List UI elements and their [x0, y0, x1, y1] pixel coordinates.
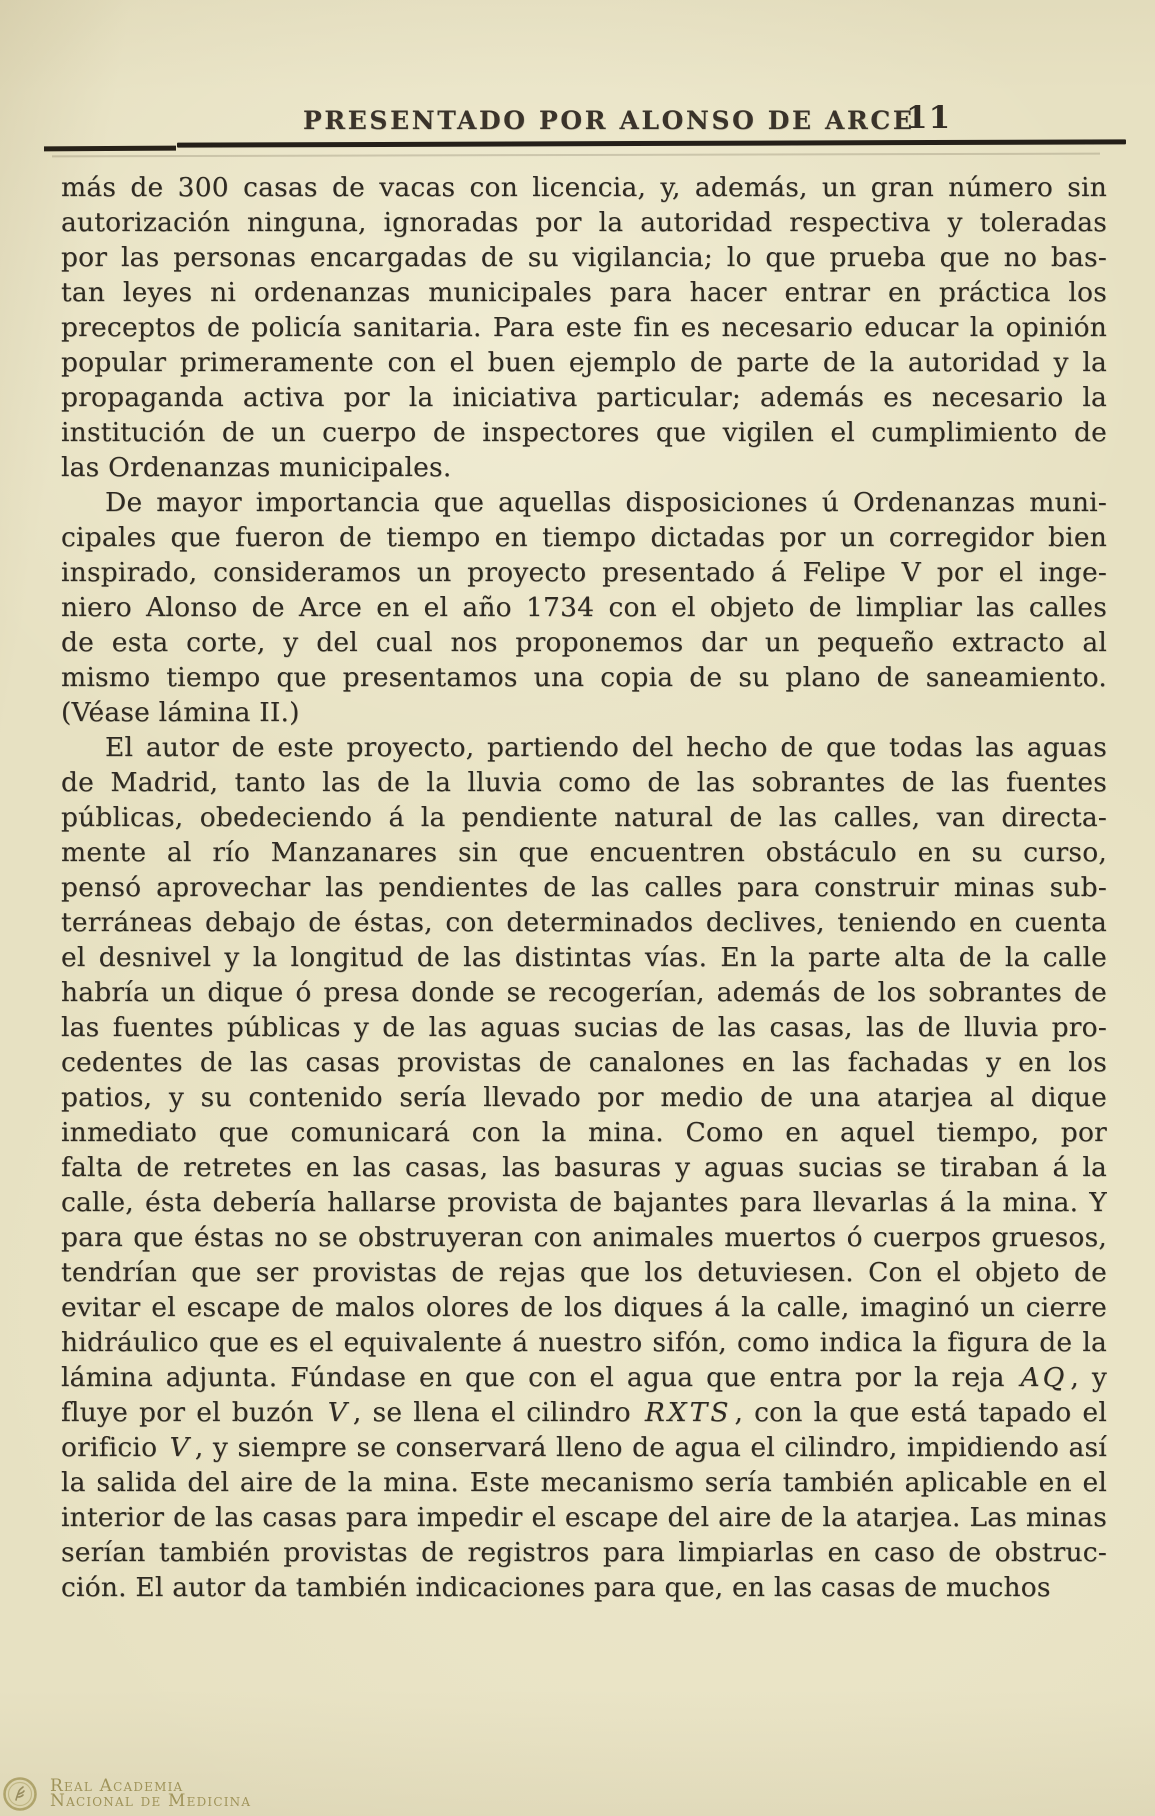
text-line: de esta corte, y del cual nos proponemos dar un pequeño extracto al: [61, 627, 1107, 658]
text-line: orificio V , y siempre se conservará lleno de agua el cilindro, impidiendo así: [61, 1432, 1107, 1463]
header-rule: [177, 139, 1126, 147]
text-line: calle, ésta debería hallarse provista de bajantes para llevarlas á la mina. Y: [61, 1187, 1107, 1218]
page-number: 11: [906, 100, 952, 136]
text-line: para que éstas no se obstruyeran con animales muertos ó cuerpos gruesos,: [61, 1222, 1107, 1253]
text-block: [61, 170, 1107, 1605]
header-rule-left-segment: [44, 146, 176, 152]
text-line: falta de retretes en las casas, las basuras y aguas sucias se tiraban á la: [61, 1152, 1107, 1183]
text-line: propaganda activa por la iniciativa particular; además es necesario la: [61, 382, 1107, 413]
text-line: la salida del aire de la mina. Este mecanismo sería también aplicable en el: [61, 1467, 1107, 1498]
text-line: terráneas debajo de éstas, con determinados declives, teniendo en cuenta: [61, 907, 1107, 938]
text-line: popular primeramente con el buen ejemplo de parte de la autoridad y la: [61, 347, 1107, 378]
text-line: preceptos de policía sanitaria. Para este fin es necesario educar la opinión: [61, 312, 1107, 343]
text-line: interior de las casas para impedir el escape del aire de la atarjea. Las minas: [61, 1502, 1107, 1533]
text-line: patios, y su contenido sería llevado por medio de una atarjea al dique: [61, 1082, 1107, 1113]
text-line: habría un dique ó presa donde se recogerían, además de los sobrantes de: [61, 977, 1107, 1008]
text-line: de Madrid, tanto las de la lluvia como de las sobrantes de las fuentes: [61, 767, 1107, 798]
text-line: públicas, obedeciendo á la pendiente natural de las calles, van directa-: [61, 802, 1107, 833]
library-watermark: [0, 1770, 251, 1816]
text-line: inmediato que comunicará con la mina. Como en aquel tiempo, por: [61, 1117, 1107, 1148]
text-line: mente al río Manzanares sin que encuentren obstáculo en su curso,: [61, 837, 1107, 868]
text-line: De mayor importancia que aquellas disposiciones ú Ordenanzas muni-: [105, 487, 1107, 518]
watermark-line2: Nacional de Medicina: [50, 1791, 252, 1811]
text-line: más de 300 casas de vacas con licencia, y, además, un gran número sin: [61, 172, 1107, 203]
text-line: niero Alonso de Arce en el año 1734 con el objeto de limpliar las calles: [61, 592, 1107, 623]
text-line: autorización ninguna, ignoradas por la autoridad respectiva y toleradas: [61, 207, 1107, 238]
text-line: ción. El autor da también indicaciones para que, en las casas de muchos: [61, 1572, 1051, 1603]
library-seal-icon: [1, 1770, 43, 1816]
text-line: cedentes de las casas provistas de canalones en las fachadas y en los: [61, 1047, 1107, 1078]
running-header: PRESENTADO POR ALONSO DE ARCE: [303, 106, 915, 135]
text-line: las fuentes públicas y de las aguas sucias de las casas, las de lluvia pro-: [61, 1012, 1107, 1043]
text-line: el desnivel y la longitud de las distintas vías. En la parte alta de la calle: [61, 942, 1107, 973]
text-line: por las personas encargadas de su vigilancia; lo que prueba que no bas-: [61, 242, 1107, 273]
text-line: las Ordenanzas municipales.: [61, 452, 452, 483]
text-line: pensó aprovechar las pendientes de las calles para construir minas sub-: [61, 872, 1107, 903]
header-rule-faint: [52, 153, 1100, 158]
text-line: tendrían que ser provistas de rejas que los detuviesen. Con el objeto de: [61, 1257, 1107, 1288]
text-line: tan leyes ni ordenanzas municipales para hacer entrar en práctica los: [61, 277, 1107, 308]
watermark-line1: Real Academia: [50, 1776, 184, 1796]
text-line: (Véase lámina II.): [61, 697, 300, 728]
text-line: institución de un cuerpo de inspectores que vigilen el cumplimiento de: [61, 417, 1107, 448]
text-line: serían también provistas de registros para limpiarlas en caso de obstruc-: [61, 1537, 1107, 1568]
text-line: El autor de este proyecto, partiendo del hecho de que todas las aguas: [105, 732, 1107, 763]
text-line: evitar el escape de malos olores de los diques á la calle, imaginó un cierre: [61, 1292, 1107, 1323]
text-line: hidráulico que es el equivalente á nuestro sifón, como indica la figura de la: [61, 1327, 1107, 1358]
text-line: inspirado, consideramos un proyecto presentado á Felipe V por el inge-: [61, 557, 1107, 588]
text-line: cipales que fueron de tiempo en tiempo dictadas por un corregidor bien: [61, 522, 1107, 553]
text-line: mismo tiempo que presentamos una copia de su plano de saneamiento.: [61, 662, 1107, 693]
text-line: lámina adjunta. Fúndase en que con el agua que entra por la reja AQ , y: [61, 1362, 1107, 1393]
text-line: fluye por el buzón V , se llena el cilindro RXTS , con la que está tapado el: [61, 1397, 1107, 1428]
